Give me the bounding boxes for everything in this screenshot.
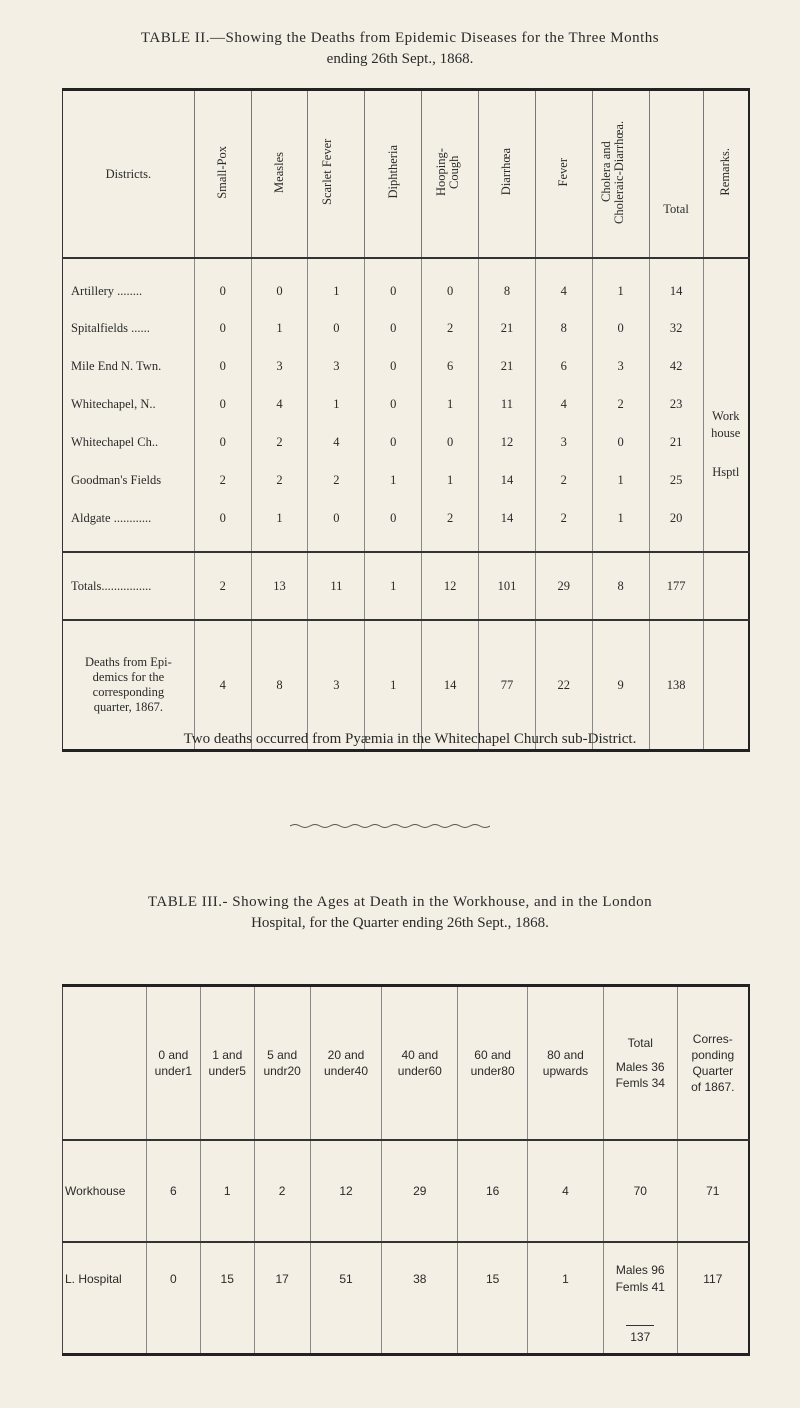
pyaemia-note: Two deaths occurred from Pyæmia in the Whitechapel Church sub-District. xyxy=(183,731,637,747)
table3-caption xyxy=(60,892,740,934)
cell: 4 xyxy=(535,385,592,423)
header-blank xyxy=(63,986,147,1141)
cell xyxy=(528,1315,604,1355)
table2-epidemic-deaths xyxy=(62,88,750,752)
cell: 13 xyxy=(251,552,308,620)
header-line: under40 xyxy=(323,1064,369,1078)
table2-header-row xyxy=(63,90,750,259)
cell: 14 xyxy=(479,461,536,499)
cell xyxy=(458,1315,528,1355)
remarks-line3: Hsptl xyxy=(712,464,740,479)
cell: 2 xyxy=(592,385,649,423)
cell: 1 xyxy=(308,258,365,309)
row-label: L. Hospital xyxy=(65,1272,122,1286)
cell: 1 xyxy=(251,499,308,552)
cell: 0 xyxy=(365,385,422,423)
cell: 0 xyxy=(194,385,251,423)
header-cholera: Cholera and Choleraic-Diarrhœa. xyxy=(592,90,649,259)
header-corresponding xyxy=(677,986,749,1141)
hospital-row xyxy=(63,1242,750,1315)
cell: 0 xyxy=(194,423,251,461)
totals-label: Totals................ xyxy=(63,552,195,620)
header-age-60-80 xyxy=(458,986,528,1141)
cell: 3 xyxy=(535,423,592,461)
header-total xyxy=(603,986,677,1141)
previous-label-line: corresponding xyxy=(92,685,165,699)
header-hooping-cough: Hooping-Cough xyxy=(422,90,479,259)
cell: 14 xyxy=(479,499,536,552)
header-line: undr20 xyxy=(263,1064,301,1078)
workhouse-row xyxy=(63,1140,750,1242)
cell: 12 xyxy=(422,552,479,620)
cell: 2 xyxy=(194,552,251,620)
cell: 0 xyxy=(194,258,251,309)
cell: 8 xyxy=(479,258,536,309)
district-name: Mile End N. Twn. xyxy=(71,358,162,373)
table3-caption-line1: TABLE III.- Showing the Ages at Death in the Workhouse, and in the London xyxy=(147,894,653,910)
total-females: Femls 41 xyxy=(615,1280,665,1294)
cell-sum xyxy=(603,1315,677,1355)
table2-caption-line2: ending 26th Sept., 1868. xyxy=(326,51,474,67)
district-name: Goodman's Fields xyxy=(71,472,162,487)
cell: 8 xyxy=(592,552,649,620)
cell: 2 xyxy=(422,309,479,347)
cell xyxy=(200,1315,254,1355)
cell: 1 xyxy=(528,1242,604,1315)
cell-total: 20 xyxy=(649,499,703,552)
previous-label-line: quarter, 1867. xyxy=(93,700,164,714)
cell: 11 xyxy=(308,552,365,620)
cell: 14 xyxy=(422,620,479,751)
cell: 2 xyxy=(251,461,308,499)
cell: 12 xyxy=(479,423,536,461)
previous-label-line: demics for the xyxy=(92,670,165,684)
cell: 0 xyxy=(194,347,251,385)
cell: 0 xyxy=(422,423,479,461)
cell: 11 xyxy=(479,385,536,423)
cell: 1 xyxy=(592,499,649,552)
header-remarks: Remarks. xyxy=(703,90,749,259)
district-name: Whitechapel, N.. xyxy=(71,396,156,411)
cell-total: 21 xyxy=(649,423,703,461)
total-males: Males 96 xyxy=(615,1263,665,1277)
header-line: 5 and xyxy=(267,1048,298,1062)
cell: 6 xyxy=(422,347,479,385)
header-line: under1 xyxy=(154,1064,193,1078)
district-name: Aldgate ............ xyxy=(71,510,152,525)
cell: 2 xyxy=(535,499,592,552)
cell: 1 xyxy=(365,461,422,499)
header-line: under80 xyxy=(470,1064,515,1078)
district-name: Artillery ........ xyxy=(71,283,143,298)
cell: 1 xyxy=(365,552,422,620)
header-small-pox: Small-Pox xyxy=(194,90,251,259)
header-line: Total xyxy=(627,1036,653,1050)
cell: 0 xyxy=(422,258,479,309)
remarks-line2: house xyxy=(711,425,741,440)
cell: 1 xyxy=(200,1140,254,1242)
cell-total: 177 xyxy=(649,552,703,620)
header-line: 1 and xyxy=(212,1048,243,1062)
cell: 77 xyxy=(479,620,536,751)
cell: 4 xyxy=(194,620,251,751)
header-districts: Districts. xyxy=(63,90,195,259)
cell: 29 xyxy=(535,552,592,620)
cell: 6 xyxy=(535,347,592,385)
cell: 29 xyxy=(382,1140,458,1242)
cell: 1 xyxy=(308,385,365,423)
cell: 2 xyxy=(535,461,592,499)
cell: 0 xyxy=(308,499,365,552)
header-fever: Fever xyxy=(535,90,592,259)
header-line: 20 and xyxy=(327,1048,365,1062)
cell: 1 xyxy=(422,461,479,499)
cell: 15 xyxy=(458,1242,528,1315)
cell: 2 xyxy=(422,499,479,552)
cell: 12 xyxy=(310,1140,382,1242)
cell-corresponding: 117 xyxy=(677,1242,749,1315)
cell: 6 xyxy=(146,1140,200,1242)
cell: 2 xyxy=(194,461,251,499)
header-line: under60 xyxy=(397,1064,442,1078)
cell: 3 xyxy=(592,347,649,385)
cell xyxy=(677,1315,749,1355)
cell xyxy=(63,1315,147,1355)
district-name: Spitalfields ...... xyxy=(71,320,150,335)
header-line: under5 xyxy=(208,1064,246,1078)
table-row xyxy=(63,423,750,461)
cell: 0 xyxy=(194,309,251,347)
cell: 1 xyxy=(592,258,649,309)
cell: 38 xyxy=(382,1242,458,1315)
hospital-sum-row xyxy=(63,1315,750,1355)
cell: 3 xyxy=(308,347,365,385)
cell: 0 xyxy=(592,423,649,461)
cell: 0 xyxy=(365,499,422,552)
header-measles: Measles xyxy=(251,90,308,259)
divider-ornament xyxy=(290,822,490,830)
hospital-total-sum: 137 xyxy=(626,1325,654,1344)
remarks-line1: Work xyxy=(712,408,740,423)
cell-corresponding: 71 xyxy=(677,1140,749,1242)
header-line: Corres- xyxy=(692,1032,733,1046)
table-row xyxy=(63,347,750,385)
cell: 101 xyxy=(479,552,536,620)
header-line: 40 and xyxy=(401,1048,439,1062)
header-age-80-up xyxy=(528,986,604,1141)
header-line: upwards xyxy=(542,1064,589,1078)
cell-total: 23 xyxy=(649,385,703,423)
previous-label-line: Deaths from Epi- xyxy=(85,655,172,669)
cell-total: 32 xyxy=(649,309,703,347)
cell xyxy=(146,1315,200,1355)
cell: 2 xyxy=(308,461,365,499)
cell xyxy=(703,552,749,620)
cell: 21 xyxy=(479,347,536,385)
cell: 51 xyxy=(310,1242,382,1315)
cell: 0 xyxy=(365,423,422,461)
header-line: Femls 34 xyxy=(615,1076,665,1090)
remarks-cell xyxy=(703,258,749,552)
cell: 9 xyxy=(592,620,649,751)
header-line: Males 36 xyxy=(615,1060,665,1074)
cell: 15 xyxy=(200,1242,254,1315)
cell: 17 xyxy=(254,1242,310,1315)
cell: 16 xyxy=(458,1140,528,1242)
cell: 1 xyxy=(422,385,479,423)
cell: 8 xyxy=(535,309,592,347)
cell-total: 70 xyxy=(603,1140,677,1242)
cell-total xyxy=(603,1242,677,1315)
header-age-20-40 xyxy=(310,986,382,1141)
cell-total: 42 xyxy=(649,347,703,385)
header-line: 80 and xyxy=(547,1048,584,1062)
header-line: 0 and xyxy=(158,1048,189,1062)
table2-caption xyxy=(60,28,740,70)
cell: 2 xyxy=(251,423,308,461)
cell: 0 xyxy=(365,258,422,309)
cell: 0 xyxy=(365,309,422,347)
cell: 22 xyxy=(535,620,592,751)
table-row xyxy=(63,258,750,309)
table3-caption-line2: Hospital, for the Quarter ending 26th Sept., 1868. xyxy=(251,915,549,931)
cell: 4 xyxy=(308,423,365,461)
header-line: ponding xyxy=(691,1048,735,1062)
table-row xyxy=(63,499,750,552)
cell-total: 138 xyxy=(649,620,703,751)
cell: 0 xyxy=(194,499,251,552)
header-age-40-60 xyxy=(382,986,458,1141)
cell: 4 xyxy=(535,258,592,309)
table3-ages-at-death xyxy=(62,984,750,1356)
cell: 8 xyxy=(251,620,308,751)
cell: 4 xyxy=(528,1140,604,1242)
header-diphtheria: Diphtheria xyxy=(365,90,422,259)
cell: 3 xyxy=(308,620,365,751)
cell: 0 xyxy=(146,1242,200,1315)
table3-header-row xyxy=(63,986,750,1141)
header-age-1-5 xyxy=(200,986,254,1141)
district-name: Whitechapel Ch.. xyxy=(71,434,159,449)
cell-total: 14 xyxy=(649,258,703,309)
cell: 0 xyxy=(592,309,649,347)
cell xyxy=(254,1315,310,1355)
cell: 0 xyxy=(251,258,308,309)
cell: 1 xyxy=(365,620,422,751)
cell xyxy=(310,1315,382,1355)
totals-row xyxy=(63,552,750,620)
cell: 3 xyxy=(251,347,308,385)
table-row xyxy=(63,309,750,347)
header-age-0-1 xyxy=(146,986,200,1141)
header-line: of 1867. xyxy=(691,1080,735,1094)
cell: 1 xyxy=(592,461,649,499)
row-label: Workhouse xyxy=(63,1140,147,1242)
table-row xyxy=(63,385,750,423)
cell: 4 xyxy=(251,385,308,423)
header-total: Total xyxy=(649,90,703,259)
cell xyxy=(382,1315,458,1355)
cell: 1 xyxy=(251,309,308,347)
header-age-5-20 xyxy=(254,986,310,1141)
cell: 0 xyxy=(365,347,422,385)
cell-total: 25 xyxy=(649,461,703,499)
table2-caption-line1: TABLE II.—Showing the Deaths from Epidemic Diseases for the Three Months xyxy=(140,30,660,46)
cell: 2 xyxy=(254,1140,310,1242)
table-row xyxy=(63,461,750,499)
header-scarlet-fever: Scarlet Fever xyxy=(308,90,365,259)
header-line: 60 and xyxy=(474,1048,511,1062)
cell: 21 xyxy=(479,309,536,347)
cell: 0 xyxy=(308,309,365,347)
header-diarrhoea: Diarrhœa xyxy=(479,90,536,259)
header-line: Quarter xyxy=(692,1064,734,1078)
